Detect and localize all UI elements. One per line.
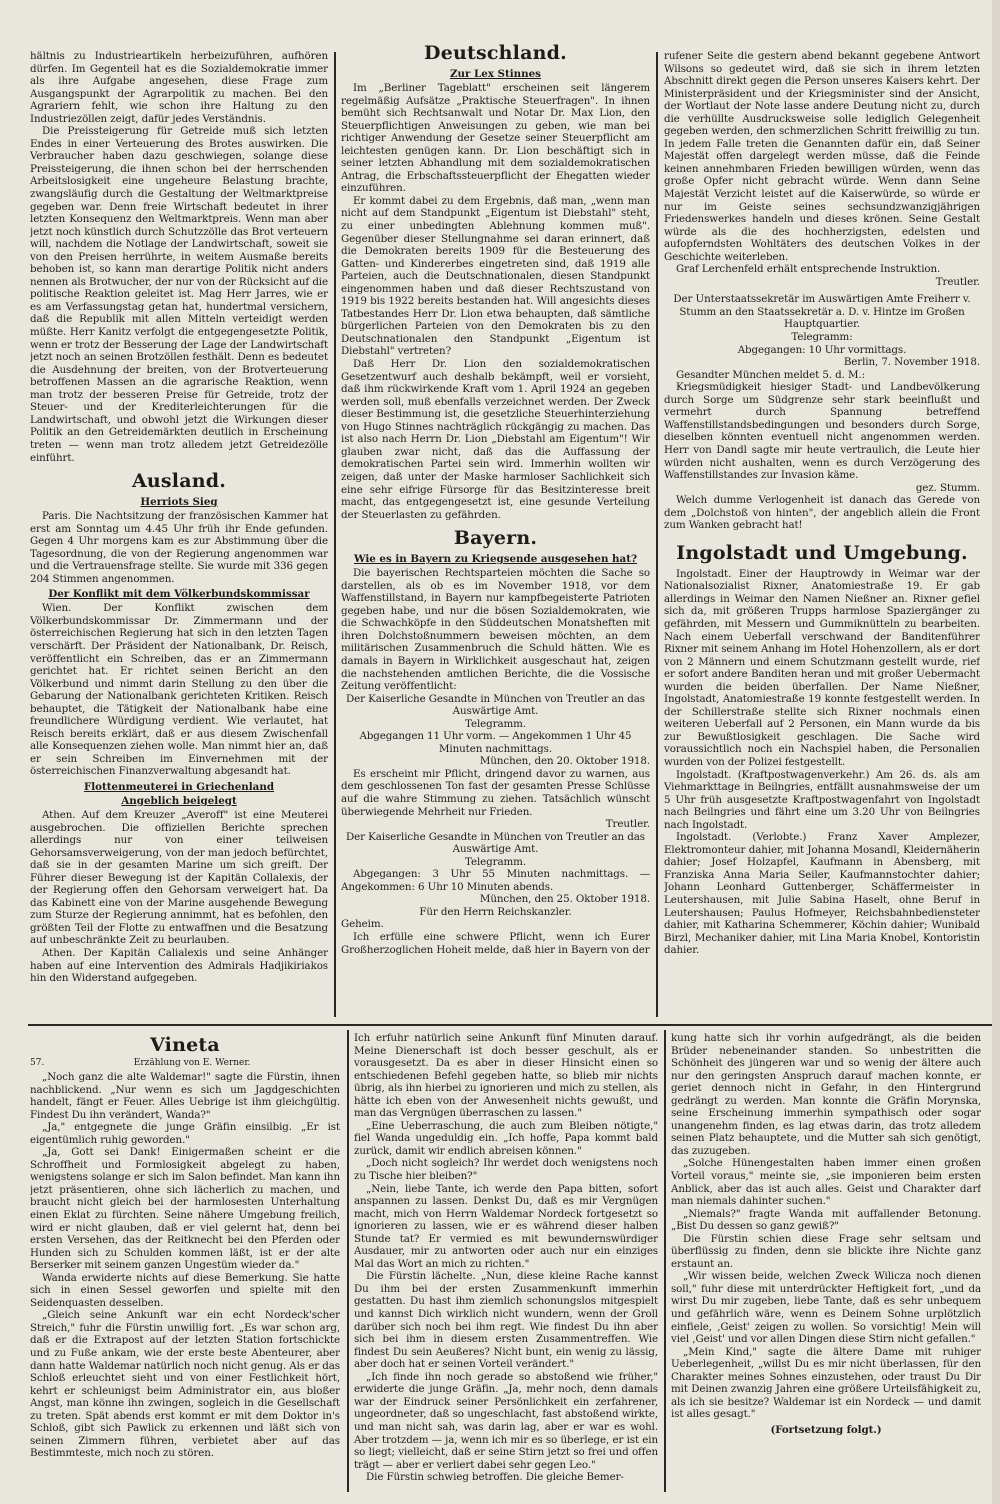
article-headline: Flottenmeuterei in Griechenland (83, 780, 275, 793)
telegram-header-line: Der Kaiserliche Gesandte in München von Treutler an das Auswärtige Amt. (346, 830, 645, 856)
column-rule-2 (656, 52, 658, 1017)
serial-paragraph: Die Fürstin schien diese Frage sehr seltsam und überflüssig zu finden, denn sie blickte ihre Nichte ganz erstaunt an. (671, 1232, 981, 1270)
serial-paragraph: „Wir wissen beide, welchen Zweck Wilicza noch dienen soll," fuhr diese mit unterdrückter Heftigkeit fort, „und da wirst Du mir zugeben, liebe Tante, daß es sehr unbequem und gefährlich wäre, wenn es Deinem Sohne urplötzlich einfiele, ‚Geist' zeigen zu wollen. So vorsichtig! Mein will viel ‚Geist' und vor allen Dingen diese Stirn nicht gefallen." (671, 1270, 981, 1346)
serial-paragraph: Die Fürstin schwieg betroffen. Die gleiche Bemer- (366, 1471, 624, 1484)
serial-paragraph: Die Fürstin lächelte. „Nun, diese kleine Rache kannst Du ihm bei der ersten Zusammenkunft immerhin gestatten. Du hast ihm ziemlich schonungslos mitgespielt und kannst Dich wirklich nicht wundern, wenn der Groll darüber sich noch bei ihm regt. Wie findest Du ihn aber sich bei ihm in diesem ersten Zusammentreffen. Wie findest Du sein Aeußeres? Nicht bunt, ein wenig zu lässig, aber doch hat er seinen Vorteil verändert." (354, 1270, 658, 1371)
column-rule-1 (334, 52, 336, 1017)
article-paragraph: Athen. Der Kapitän Calialexis und seine Anhänger haben auf eine Intervention des Admirals Hadjikiriakos hin den Widerstand aufgegeben. (30, 947, 328, 985)
serial-continuation-note: (Fortsetzung folgt.) (770, 1423, 882, 1436)
telegram-addressee: Für den Herrn Reichskanzler. (419, 905, 572, 918)
telegram-signature: gez. Stumm. (915, 481, 980, 494)
serial-paragraph: „Solche Hünengestalten haben immer einen großen Vorteil voraus," meinte sie, „sie imponieren beim ersten Anblick, aber das ist auch alles. Geist und Charakter darf man niemals dahinter suchen." (671, 1157, 981, 1208)
serial-paragraph: „Niemals?" fragte Wanda mit auffallender Betonung. „Bist Du dessen so ganz gewiß?" (671, 1207, 981, 1233)
article-paragraph: hältnis zu Industrieartikeln herbeizuführen, aufhören dürfen. Im Gegenteil hat es die Sozialdemokratie immer als ihre Aufgabe angesehen, diese Frage zum Ausgangspunkt der Agrarpolitik zu machen. Bei den Agrariern fehlt, wie schon ihre Haltung zu den Industriezöllen zeigt, dafür jedes Verständnis. (30, 50, 328, 125)
serial-byline: Erzählung von E. Werner. (133, 1058, 251, 1068)
article-paragraph: Im „Berliner Tageblatt" erscheinen seit längerem regelmäßig Aufsätze „Praktische Steuerfragen". In ihnen bemüht sich Rechtsanwalt und Notar Dr. Max Lion, den Steuerpflichtigen Anweisungen zu geben, wie man bei richtiger Anwendung der Gesetze seiner Steuerpflicht am leichtesten genügen kann. Dr. Lion beschäftigt sich in seiner letzten Abhandlung mit dem sozialdemokratischen Antrag, die Erbschaftssteuerpflicht der Ehegatten wieder einzuführen. (341, 82, 650, 195)
telegram-signature: Treutler. (935, 275, 980, 288)
section-heading-bayern: Bayern. (453, 527, 538, 550)
telegram-date: München, den 20. Oktober 1918. (479, 755, 650, 768)
serial-paragraph: „Gleich seine Ankunft war ein echt Nordeck'scher Streich," fuhr die Fürstin unwillig fort. „Es war schon arg, daß er die Extrapost auf der letzten Station fortschickte und zu Fuße ankam, wie der erste beste Abenteurer, aber dann hatte Waldemar natürlich noch nicht genug. Als er das Schloß erleuchtet sieht und von einer Festlichkeit hört, kehrt er schleunigst beim Administrator ein, aus bloßer Angst, man könne ihn zwingen, sogleich in die Gesellschaft zu treten. Spät abends erst kommt er mit dem Doktor in's Schloß, gibt sich Pawlick zu erkennen und läßt sich von seinen Zimmern führen, verbietet aber auf das Bestimmteste, mich noch zu stören. (30, 1309, 340, 1460)
article-headline: Der Konflikt mit dem Völkerbundskommissar (48, 588, 310, 601)
serial-paragraph: „Mein Kind," sagte die ältere Dame mit ruhiger Ueberlegenheit, „willst Du es mir nicht überlassen, für den Charakter meines Sohnes einzustehen, oder traust Du Dir mit Deinen zwanzig Jahren eine größere Urteilsfähigkeit zu, als ich sie besitze? Waldemar ist ein Nordeck — und damit ist alles gesagt." (671, 1345, 981, 1421)
serial-paragraph: „Ich finde ihn noch gerade so abstoßend wie früher," erwiderte die junge Gräfin. „Ja, mehr noch, denn damals war der Eindruck seiner Persönlichkeit ein zerfahrener, ungeordneter, daß so ungeschlacht, fast abstoßend wirkte, und man nicht sah, was darin lag, aber er war es wohl. Aber trotzdem — ja, wenn ich mir es so überlege, er ist ein so liegt; vielleicht, daß er seine Stirn jetzt so frei und offen trägt — aber er verliert dabei sehr gegen Leo." (354, 1370, 658, 1471)
serial-column-3 (671, 1032, 981, 1496)
serial-paragraph: Wanda erwiderte nichts auf diese Bemerkung. Sie hatte sich in einen Sessel geworfen und spielte mit den Seidenquasten desselben. (30, 1271, 340, 1309)
article-paragraph: Athen. Auf dem Kreuzer „Averoff" ist eine Meuterei ausgebrochen. Die offiziellen Berichte sprechen allerdings nur von einer teilweisen Gehorsamsverweigerung, von der man jedoch befürchtet, daß sie in der gesamten Marine um sich greift. Der Führer dieser Bewegung ist der Kapitän Collalexis, der der Regierung offen den Gehorsam verweigert hat. Da das Kabinett eine von der Marine ausgehende Bewegung zum Sturze der Regierung annimmt, hat es befohlen, den größten Teil der Flotte zu entwaffnen und die Besatzung auf unbeschränkte Zeit zu beurlauben. (30, 808, 328, 947)
serial-paragraph: kung hatte sich ihr vorhin aufgedrängt, als die beiden Brüder nebeneinander standen. So unbestritten die Schönheit des jüngeren war und so wenig der ältere auch nur den geringsten Anspruch darauf machen konnte, er geriet dennoch nicht in Gefahr, in den Hintergrund gedrängt zu werden. Man konnte die Gräfin Morynska, seine Erscheinung immerhin sympathisch oder sogar unangenehm finden, es lag etwas darin, das trotz alledem seinen Platz behauptete, und die Mutter sah sich genötigt, das zuzugeben. (671, 1032, 981, 1157)
telegram-date: München, den 25. Oktober 1918. (479, 893, 650, 906)
local-news-item: Ingolstadt. Einer der Hauptrowdy in Weimar war der Nationalsozialist Rixner, Anatomiestraße 19. Er gab allerdings in Weimar den Namen Nießner an. Rixner gefiel sich da, mit größeren Trupps harmlose Spaziergänger zu gefährden, mit Messern und Gummiknütteln zu bearbeiten. Nach einem Ueberfall verschwand der Banditenführer Rixner mit seinem Anhang im Hotel Hohenzollern, als er dort von 2 Männern und einem Schutzmann gestellt wurde, rief er sofort andere Banditen heran und mit großer Uebermacht wurden die beiden überfallen. Der Name Nießner, Ingolstadt, Anatomiestraße 19 konnte festgestellt werden. In der Schillerstraße stellte sich Rixner nochmals einen weiteren Ueberfall auf 2 Personen, ein Mann wurde da bis zur Bewußtlosigkeit geschlagen. Die Sache wird voraussichtlich noch ein Nachspiel haben, die Personalien wurden von der Polizei festgestellt. (664, 567, 980, 768)
telegram-times: Abgegangen 11 Uhr vorm. — Angekommen 1 Uhr 45 Minuten nachmittags. (359, 730, 632, 755)
serial-title: Vineta (150, 1034, 220, 1056)
section-heading-ingolstadt: Ingolstadt und Umgebung. (676, 541, 968, 564)
telegram-header-line: Der Unterstaatssekretär im Auswärtigen Amte Freiherr v. Stumm an den Staatssekretär a. D. v. Hintze im Großen Hauptquartier. (673, 293, 971, 331)
serial-paragraph: „Ja," entgegnete die junge Gräfin einsilbig. „Er ist eigentümlich ruhig geworden." (30, 1121, 340, 1146)
telegram-text: Es erscheint mir Pflicht, dringend davor zu warnen, aus dem geschlossenen Ton fast der gesamten Presse Schlüsse auf die wahre Stimmung zu ziehen. Tatsächlich wünscht überwiegende Mehrheit nur Frieden. (341, 767, 650, 818)
article-paragraph: Wien. Der Konflikt zwischen dem Völkerbundskommissar Dr. Zimmermann und der österreichischen Regierung hat sich in den letzten Tagen verschärft. Der Präsident der Nationalbank, Dr. Reisch, veröffentlicht ein Schreiben, das er an Zimmermann gerichtet hat. Er richtet seinen Bericht an den Völkerbund und nimmt darin Stellung zu den über die Gebarung der Nationalbank gerichteten Kritiken. Reisch behauptet, die Tätigkeit der Nationalbank habe eine freundlichere Würdigung verdient. Wie verlautet, hat Reisch bereits erklärt, daß er aus diesem Zwischenfall alle Konsequenzen ziehen wolle. Man nimmt hier an, daß er sein Schreiben im Einvernehmen mit der österreichischen Finanzverwaltung abgesandt hat. (30, 602, 328, 778)
telegram-label: Telegramm: (791, 331, 853, 344)
local-news-item: Ingolstadt. (Kraftpostwagenverkehr.) Am 26. ds. als am Viehmarkttage in Beilngries, entfällt ausnahmsweise der um 5 Uhr früh ausgesetzte Kraftpostwagenfahrt von Ingolstadt nach Beilngries und fährt eine um 3.20 Uhr von Beilngries nach Ingolstadt. (664, 768, 980, 831)
serial-paragraph: „Eine Ueberraschung, die auch zum Bleiben nötigte," fiel Wanda ungeduldig ein. „Ich hoffe, Papa kommt bald zurück, damit wir endlich abreisen können." (354, 1119, 658, 1157)
column-1 (30, 50, 328, 1020)
article-paragraph: Daß Herr Dr. Lion den sozialdemokratischen Gesetzentwurf auch deshalb bekämpft, weil er vorsieht, daß ihm rückwirkende Kraft vom 1. April 1924 an gegeben werden soll, muß ebenfalls verzeichnet werden. Der Zweck dieser Bestimmung ist, die gesetzliche Steuerhinterziehung von Hugo Stinnes nachträglich rückgängig zu machen. Das ist also nach Herrn Dr. Lion „Diebstahl am Eigentum"! Wir glauben zwar nicht, daß das die Auffassung der demokratischen Partei sein wird. Immerhin wollten wir zeigen, daß unter der Maske harmloser Sachlichkeit sich eine sehr eifrige Fürsorge für das Besitzinteresse breit macht, das entgegengesetzt ist, eine gesunde Verteilung der Steuerlasten zu gefährden. (341, 358, 650, 521)
article-headline: Wie es in Bayern zu Kriegsende ausgesehen hat? (354, 553, 637, 566)
telegram-signature: Treutler. (605, 818, 650, 831)
serial-paragraph: „Noch ganz die alte Waldemar!" sagte die Fürstin, ihnen nachblickend. „Nur wenn es sich um Jagdgeschichten handelt, fängt er Feuer. Alles Uebrige ist ihm gleichgültig. Findest Du ihn verändert, Wanda?" (30, 1071, 340, 1121)
column-rule-4 (664, 1030, 666, 1492)
section-heading-ausland: Ausland. (131, 470, 227, 493)
article-paragraph: Er kommt dabei zu dem Ergebnis, daß man, „wenn man nicht auf dem Standpunkt „Eigentum ist Diebstahl" steht, zu einer unbedingten Ablehnung kommen muß". Gegenüber dieser Stellungnahme sei daran erinnert, daß die Demokraten bereits 1909 für die Besteuerung des Gatten- und Kindererbes eingetreten sind, daß 1919 alle Parteien, auch die Deutschnationalen, diesen Standpunkt eingenommen haben und daß dieser Rechtszustand von 1919 bis 1922 bereits bestanden hat. Will angesichts dieses Tatbestandes Herr Dr. Lion etwa behaupten, daß sämtliche bürgerlichen Parteien von den Demokraten bis zu den Deutschnationalen den Standpunkt „Eigentum ist Diebstahl" vertreten? (341, 194, 650, 358)
serial-paragraph: „Doch nicht sogleich? Ihr werdet doch wenigstens noch zu Tische hier bleiben?" (354, 1157, 658, 1183)
serial-paragraph: „Ja, Gott sei Dank! Einigermaßen scheint er die Schroffheit und Formlosigkeit abgelegt zu haben, wenigstens solange er sich im Salon befindet. Man kann ihn jetzt präsentieren, ohne sich lächerlich zu machen, und braucht nicht gleich bei der harmlosesten Unterhaltung einen Eklat zu fürchten. Seine nähere Umgebung freilich, wird er nicht glauben, daß er viel gelernt hat, denn bei ersten Versehen, das der Reitknecht bei den Pferden oder Hunden sich zu Schulden kommen läßt, ist er der alte Berserker mit seinem ganzen Ungestüm wieder da." (30, 1146, 340, 1272)
article-paragraph: Die bayerischen Rechtsparteien möchten die Sache so darstellen, als ob es im November 1918, vor dem Waffenstillstand, in Bayern nur kampfbegeisterte Patrioten gegeben habe, und nur die bösen Sozialdemokraten, wie die Schwachköpfe in den Süddeutschen Monatsheften mit ihren Dolchstoßnummern beweisen möchten, an dem militärischen Zusammenbruch die Schuld hätten. Wie es damals in Bayern in Wirklichkeit ausgeschaut hat, zeigen die nachstehenden amtlichen Berichte, die die Vossische Zeitung veröffentlicht: (341, 567, 650, 693)
serial-paragraph: Ich erfuhr natürlich seine Ankunft fünf Minuten darauf. Meine Dienerschaft ist doch besser geschult, als er vorausgesetzt. Da es aber in dieser Hinsicht einen so entschiedenen Befehl gegeben hatte, so blieb mir nichts übrig, als ihn hierbei zu ignorieren und mich zu stellen, als hätte ich eben von der Anwesenheit nichts gewußt, und man das Vergnügen überraschen zu lassen." (354, 1032, 658, 1120)
telegram-text: Kriegsmüdigkeit hiesiger Stadt- und Landbevölkerung durch Sorge um Südgrenze sehr stark beeinflußt und vermehrt durch Spannung betreffend Waffenstillstandsbedingungen und besonders durch Sorge, dieselben könnten eventuell nicht angenommen werden. Herr von Dandl sagte mir heute vertraulich, die Leute hier würden nicht aushalten, wenn es durch Verzögerung des Waffenstillstandes zur Invasion käme. (664, 381, 980, 482)
telegram-text: rufener Seite die gestern abend bekannt gegebene Antwort Wilsons so gedeutet wird, daß sie sich in ihrem letzten Abschnitt direkt gegen die Person unseres Kaisers kehrt. Der Ministerpräsident und der Kriegsminister sind der Ansicht, der Wortlaut der Note lasse andere Deutung nicht zu, durch die verhüllte Ausdrucksweise solle lediglich Gelegenheit gegeben werden, den schmerzlichen Schritt freiwillig zu tun. In jedem Falle treten die Genannten dafür ein, daß Seiner Majestät offen dargelegt werden müsse, daß die Feinde keinen annehmbaren Frieden bewilligen würden, wenn das große Opfer nicht gebracht würde. Wenn dann Seine Majestät Verzicht leistet auf die Kaiserwürde, so würde er nur im Geiste seines sechsundzwanzigjährigen Friedenswerkes handeln und dieses krönen. Seine Gestalt würde als die des hochherzigsten, edelsten und aufopferndsten Wohltäters des deutschen Volkes in der Geschichte weiterleben. (664, 50, 980, 263)
article-headline: Herriots Sieg (140, 496, 218, 509)
serial-separator (28, 1024, 994, 1026)
article-subheadline: Angeblich beigelegt (121, 794, 237, 807)
serial-installment-number: 57. (30, 1058, 45, 1068)
article-headline: Zur Lex Stinnes (450, 68, 541, 80)
local-news-item: Ingolstadt. (Verlobte.) Franz Xaver Amplezer, Elektromonteur dahier, mit Johanna Mosandl, Kleidernäherin dahier; Josef Holzapfel, Kaufmann in Abensberg, mit Franziska Anna Maria Seiler, Kaufmannstochter dahier; Johann Leonhard Guttenberger, Schäffermeister in Leutershausen, mit Julie Sabina Haselt, ohne Beruf in Leutershausen; Paulus Hofmeyer, Reichsbahnbediensteter dahier, mit Katharina Schemmerer, Köchin dahier; Wunibald Birzl, Mechaniker dahier, mit Lina Maria Knobel, Kontoristin dahier. (664, 831, 980, 957)
telegram-classification: Geheim. (341, 918, 384, 931)
editorial-comment: Welch dumme Verlogenheit ist danach das Gerede von dem „Dolchstoß von hinten", der angeblich allein die Front zum Wanken gebracht hat! (664, 494, 980, 532)
column-3 (664, 50, 980, 1020)
telegram-text: Ich erfülle eine schwere Pflicht, wenn ich Eurer Großherzoglichen Hoheit melde, daß hier in Bayern von der (341, 931, 650, 956)
section-heading-deutschland: Deutschland. (424, 42, 567, 64)
serial-column-1 (30, 1030, 340, 1496)
page-edge-strip (992, 0, 1000, 1504)
telegram-text: Graf Lerchenfeld erhält entsprechende Instruktion. (676, 263, 941, 276)
article-paragraph: Paris. Die Nachtsitzung der französischen Kammer hat erst am Sonntag um 4.45 Uhr früh ihr Ende gefunden. Gegen 4 Uhr morgens kam es zur Abstimmung über die Tagesordnung, die von der Regierung angenommen war und die Vertrauensfrage stellte. Sie wurde mit 336 gegen 204 Stimmen angenommen. (30, 510, 328, 585)
telegram-times: Abgegangen: 10 Uhr vormittags. (737, 343, 907, 356)
serial-column-2 (354, 1032, 658, 1496)
article-paragraph: Die Preissteigerung für Getreide muß sich letzten Endes in einer Verteuerung des Brotes auswirken. Die Verbraucher haben dazu geschwiegen, solange diese Preissteigerung, die ihnen schon bei der herrschenden Arbeitslosigkeit eine ungeheure Belastung brachte, zwangsläufig durch die Gestaltung der Weltmarktpreise gegeben war. Denn freie Wirtschaft bedeutet in ihrer letzten Konsequenz den Weltmarktpreis. Wenn man aber jetzt noch künstlich durch Schutzzölle das Brot verteuern will, nachdem die Notlage der Landwirtschaft, soweit sie von den Preisen herrührte, in weitem Ausmaße bereits behoben ist, so kann man derartige Politik nicht anders nennen als Brotwucher, der nur von der Rücksicht auf die politische Reaktion geleitet ist. Mag Herr Jarres, wie er es am Verfassungstag getan hat, hundertmal versichern, daß die Republik mit allen Mitteln verteidigt werden müßte. Herr Kanitz verfolgt die entgegengesetzte Politik, wenn er trotz der Besserung der Lage der Landwirtschaft jetzt noch an seinen Brotzöllen festhält. Denn es bedeutet die Ausdehnung der breiten, von der Brotverteuerung betroffenen Massen an die agrarische Reaktion, wenn man trotz der besseren Preise für Getreide, trotz der Steuer- und der Krediterleichterungen für die Landwirtschaft, und obwohl jetzt die Wirkungen dieser Politik an den Getreidemärkten deutlich in Erscheinung treten — wenn man trotz alledem jetzt Getreidezölle einführt. (30, 125, 328, 464)
serial-paragraph: „Nein, liebe Tante, ich werde den Papa bitten, sofort anspannen zu lassen. Denkst Du, daß es mir Vergnügen macht, mich von Herrn Waldemar Nordeck fortgesetzt so ignorieren zu lassen, wie er es während dieser halben Stunde tat? Er vermied es mit bewundernswürdiger Ausdauer, mir zu antworten oder auch nur ein einziges Mal das Wort an mich zu richten." (354, 1182, 658, 1270)
telegram-quote-intro: Gesandter München meldet 5. d. M.: (676, 368, 865, 381)
telegram-label: Telegramm. (464, 717, 526, 730)
telegram-date: Berlin, 7. November 1918. (843, 356, 980, 369)
telegram-label: Telegramm. (464, 855, 526, 868)
column-rule-3 (347, 1030, 349, 1492)
telegram-header-line: Der Kaiserliche Gesandte in München von Treutler an das Auswärtige Amt. (346, 692, 645, 718)
telegram-times: Abgegangen: 3 Uhr 55 Minuten nachmittags. — Angekommen: 6 Uhr 10 Minuten abends. (341, 868, 650, 893)
column-2 (341, 42, 650, 1020)
